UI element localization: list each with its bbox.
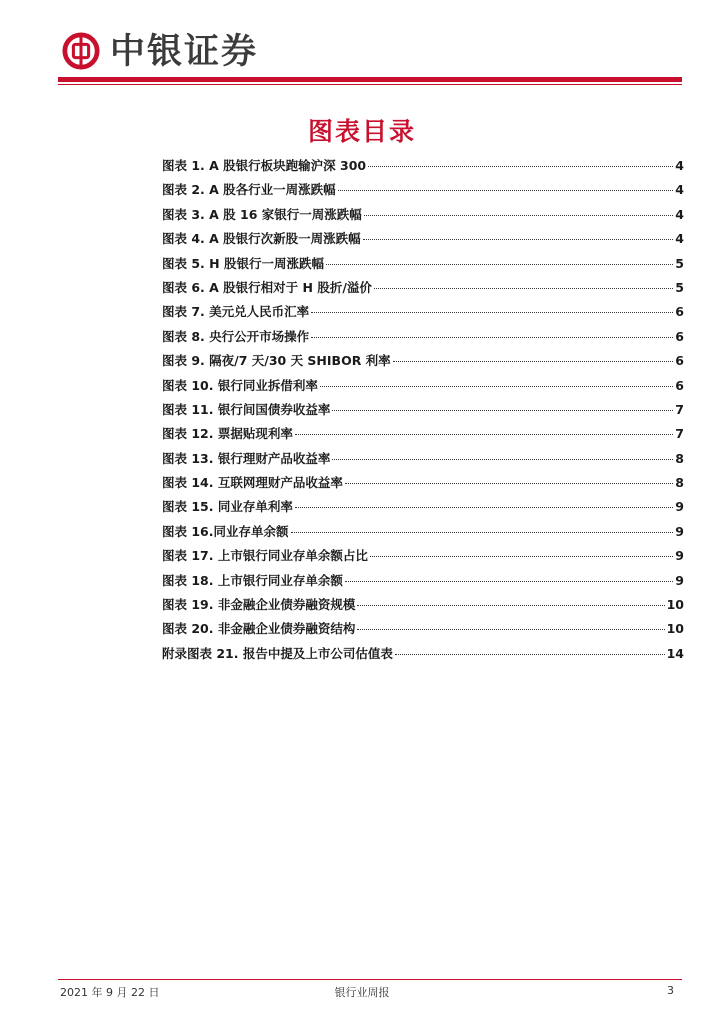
toc-item[interactable] — [162, 497, 684, 521]
toc-item-leader — [363, 239, 674, 240]
toc-item-leader — [338, 190, 674, 191]
toc-item-leader — [326, 264, 673, 265]
toc-item-leader — [368, 166, 673, 167]
toc-item-leader — [345, 483, 673, 484]
toc-item-leader — [370, 556, 673, 557]
toc-item-leader — [357, 629, 664, 630]
toc-item-page: 6 — [675, 304, 684, 320]
footer-rule — [58, 979, 682, 980]
toc-item-label: 图表 18. 上市银行同业存单余额 — [162, 572, 343, 588]
toc-item-leader — [311, 312, 673, 313]
toc-item-page: 6 — [675, 353, 684, 369]
toc-item-label: 图表 6. A 股银行相对于 H 股折/溢价 — [162, 279, 372, 295]
toc-item[interactable] — [162, 278, 684, 302]
toc-item-label: 图表 19. 非金融企业债券融资规模 — [162, 597, 356, 613]
toc-item-leader — [374, 288, 673, 289]
brand-name: 中银证券 — [110, 31, 259, 72]
toc-item-leader — [395, 654, 665, 655]
toc-item-leader — [295, 507, 673, 508]
toc-item-label: 图表 10. 银行同业拆借利率 — [162, 377, 318, 393]
toc-item[interactable] — [162, 254, 684, 278]
toc-title: 图表目录 — [307, 117, 416, 146]
toc-item[interactable] — [162, 156, 684, 180]
toc-item-page: 5 — [675, 279, 684, 295]
header-rule — [58, 77, 682, 82]
toc-item[interactable] — [162, 522, 684, 546]
toc-item[interactable] — [162, 229, 684, 253]
toc-item[interactable] — [162, 424, 684, 448]
toc-item-leader — [311, 337, 673, 338]
toc-item[interactable] — [162, 595, 684, 619]
page-header — [58, 28, 682, 78]
toc-item-leader — [332, 459, 673, 460]
toc-item-page: 4 — [675, 231, 684, 247]
toc-item-page: 5 — [675, 255, 684, 271]
toc-item[interactable] — [162, 644, 684, 668]
toc-item-page: 7 — [675, 401, 684, 417]
toc-item-label: 图表 15. 同业存单利率 — [162, 499, 293, 515]
toc-item-label: 图表 2. A 股各行业一周涨跌幅 — [162, 182, 336, 198]
footer-date: 2021 年 9 月 22 日 — [60, 986, 160, 999]
toc-item-label: 图表 20. 非金融企业债券融资结构 — [162, 621, 356, 637]
toc-item-leader — [291, 532, 674, 533]
toc-item-label: 图表 7. 美元兑人民币汇率 — [162, 304, 310, 320]
toc-item[interactable] — [162, 180, 684, 204]
footer-report-type: 银行业周报 — [334, 986, 390, 999]
toc-item-page: 8 — [675, 475, 684, 491]
toc-item-page: 6 — [675, 377, 684, 393]
toc-item-label: 图表 9. 隔夜/7 天/30 天 SHIBOR 利率 — [162, 353, 391, 369]
toc-item-page: 9 — [675, 499, 684, 515]
toc-item-leader — [393, 361, 674, 362]
toc-item-page: 4 — [675, 182, 684, 198]
toc-item[interactable] — [162, 571, 684, 595]
toc-item-label: 图表 14. 互联网理财产品收益率 — [162, 475, 343, 491]
header-rule-thin — [58, 84, 682, 85]
toc-item-leader — [332, 410, 673, 411]
toc-item-label: 图表 3. A 股 16 家银行一周涨跌幅 — [162, 206, 362, 222]
toc-item-label: 图表 1. A 股银行板块跑输沪深 300 — [162, 158, 367, 173]
bank-of-china-logo-icon — [62, 32, 100, 70]
toc-item-leader — [357, 605, 664, 606]
toc-item-label: 图表 12. 票据贴现利率 — [162, 426, 293, 442]
toc-item-page: 14 — [666, 645, 684, 661]
footer-page-number: 3 — [667, 984, 674, 997]
toc-item-label: 图表 4. A 股银行次新股一周涨跌幅 — [162, 231, 361, 247]
toc-item[interactable] — [162, 546, 684, 570]
toc-item-page: 9 — [675, 548, 684, 564]
toc-item-label: 附录图表 21. 报告中提及上市公司估值表 — [162, 645, 393, 661]
toc-item-leader — [295, 434, 673, 435]
toc-item[interactable] — [162, 302, 684, 326]
toc-item[interactable] — [162, 473, 684, 497]
toc-item-leader — [364, 215, 674, 216]
toc-item-page: 4 — [675, 158, 684, 173]
toc-item-label: 图表 13. 银行理财产品收益率 — [162, 450, 331, 466]
toc-item-page: 7 — [675, 426, 684, 442]
toc-item-page: 9 — [675, 523, 684, 539]
toc-item[interactable] — [162, 327, 684, 351]
toc-item-page: 10 — [666, 621, 684, 637]
toc-item-leader — [320, 386, 673, 387]
toc-item-page: 6 — [675, 328, 684, 344]
toc-item-label: 图表 5. H 股银行一周涨跌幅 — [162, 255, 324, 271]
toc-item-label: 图表 17. 上市银行同业存单余额占比 — [162, 548, 368, 564]
toc-item-page: 8 — [675, 450, 684, 466]
toc-item[interactable] — [162, 351, 684, 375]
toc-item[interactable] — [162, 619, 684, 643]
toc-item[interactable] — [162, 449, 684, 473]
toc-item-label: 图表 16.同业存单余额 — [162, 523, 289, 539]
toc-item-leader — [345, 581, 673, 582]
toc-item-page: 4 — [675, 206, 684, 222]
toc-item-page: 9 — [675, 572, 684, 588]
toc-item[interactable] — [162, 400, 684, 424]
toc-item-page: 10 — [666, 597, 684, 613]
toc-item[interactable] — [162, 205, 684, 229]
toc-item-label: 图表 11. 银行间国债券收益率 — [162, 401, 331, 417]
toc-item[interactable] — [162, 376, 684, 400]
toc-item-label: 图表 8. 央行公开市场操作 — [162, 328, 310, 344]
toc-list — [162, 156, 684, 668]
